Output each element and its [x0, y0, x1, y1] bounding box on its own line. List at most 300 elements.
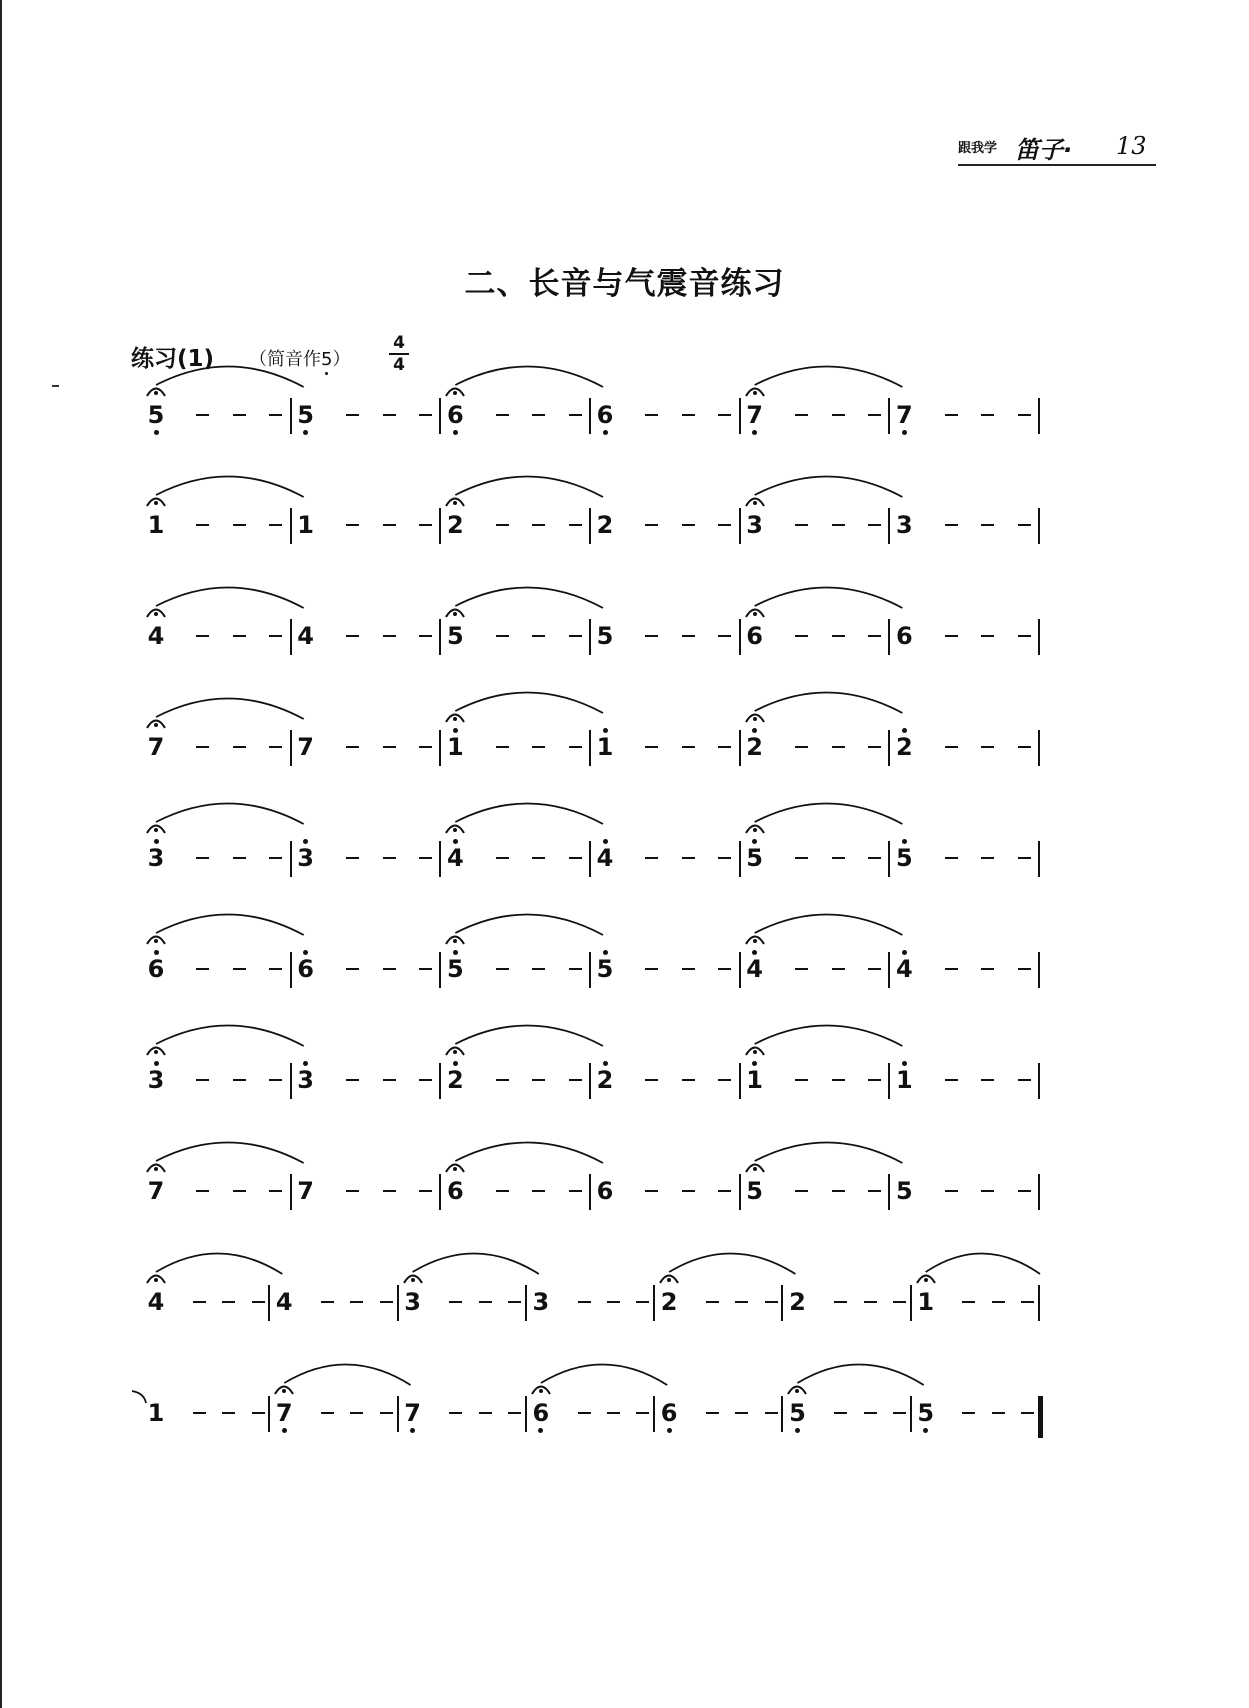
fermata-icon: [744, 1042, 766, 1056]
slur-layer: [0, 818, 1249, 928]
beat-dash: [832, 524, 845, 526]
octave-dot-above: [603, 839, 608, 844]
fermata-icon: [145, 604, 167, 618]
beat-dash: [607, 1301, 620, 1303]
beat-dash: [1021, 1412, 1034, 1414]
note-digit: 5: [446, 622, 464, 650]
beat-dash: [346, 524, 359, 526]
note-digit: 4: [147, 1288, 165, 1316]
beat-dash: [321, 1412, 334, 1414]
beat-dash: [496, 968, 509, 970]
beat-dash: [718, 857, 731, 859]
note-digit: 5: [446, 955, 464, 983]
fermata-icon: [444, 820, 466, 834]
beat-dash: [346, 746, 359, 748]
octave-dot-below: [667, 1428, 672, 1433]
score-system: [0, 1373, 1249, 1483]
beat-dash: [981, 414, 994, 416]
note-digit: 3: [404, 1288, 421, 1316]
beat-dash: [233, 857, 246, 859]
note-digit: 3: [532, 1288, 550, 1316]
beat-dash: [962, 1301, 975, 1303]
barline: [1038, 952, 1040, 988]
fermata-icon: [273, 1381, 295, 1395]
beat-dash: [981, 968, 994, 970]
note-digit: 7: [297, 1177, 314, 1205]
beat-dash: [981, 524, 994, 526]
note-digit: 5: [596, 622, 614, 650]
note-digit: 4: [275, 1288, 293, 1316]
beat-dash: [981, 1079, 994, 1081]
note-digit: 4: [297, 622, 314, 650]
beat-dash: [419, 1190, 432, 1192]
octave-dot-above: [603, 950, 608, 955]
beat-dash: [795, 635, 808, 637]
octave-dot-above: [154, 950, 159, 955]
note-digit: 2: [596, 1066, 614, 1094]
note-digit: 4: [895, 955, 913, 983]
beat-dash: [868, 1190, 881, 1192]
note-digit: 7: [895, 401, 913, 429]
slur-layer: [0, 707, 1249, 817]
slur-layer: [0, 1262, 1249, 1372]
note-digit: 6: [446, 401, 464, 429]
note-digit: 1: [147, 1399, 165, 1427]
octave-dot-above: [902, 950, 907, 955]
beat-dash: [1018, 1079, 1031, 1081]
beat-dash: [269, 524, 282, 526]
beat-dash: [380, 1412, 393, 1414]
beat-dash: [832, 414, 845, 416]
time-signature: [389, 333, 409, 375]
fermata-icon: [744, 383, 766, 397]
fermata-icon: [744, 709, 766, 723]
beat-dash: [346, 635, 359, 637]
beat-dash: [893, 1301, 906, 1303]
beat-dash: [1018, 857, 1031, 859]
beat-dash: [383, 968, 396, 970]
beat-dash: [196, 746, 209, 748]
beat-dash: [864, 1301, 877, 1303]
beat-dash: [682, 1079, 695, 1081]
beat-dash: [569, 1079, 582, 1081]
beat-dash: [350, 1301, 363, 1303]
slur-layer: [0, 485, 1249, 595]
note-digit: 2: [446, 511, 464, 539]
beat-dash: [832, 635, 845, 637]
note-digit: 5: [789, 1399, 806, 1427]
beat-dash: [868, 968, 881, 970]
fermata-icon: [444, 931, 466, 945]
beat-dash: [222, 1412, 235, 1414]
beat-dash: [233, 746, 246, 748]
fermata-icon: [744, 493, 766, 507]
beat-dash: [645, 524, 658, 526]
note-digit: 1: [895, 1066, 913, 1094]
exercise-label: 练习(1): [131, 346, 215, 372]
note-digit: 1: [147, 511, 165, 539]
beat-dash: [222, 1301, 235, 1303]
tie-slur: [455, 366, 603, 387]
beat-dash: [832, 968, 845, 970]
beat-dash: [196, 857, 209, 859]
note-digit: 3: [147, 844, 165, 872]
page-number: 13: [1116, 132, 1147, 160]
beat-dash: [682, 1190, 695, 1192]
key-note-indication: [249, 345, 350, 371]
beat-dash: [233, 1079, 246, 1081]
beat-dash: [269, 635, 282, 637]
fermata-icon: [915, 1270, 937, 1284]
note-digit: 2: [789, 1288, 806, 1316]
beat-dash: [645, 857, 658, 859]
beat-dash: [636, 1301, 649, 1303]
beat-dash: [636, 1412, 649, 1414]
note-digit: 3: [297, 844, 314, 872]
beat-dash: [252, 1412, 265, 1414]
beat-dash: [350, 1412, 363, 1414]
beat-dash: [1018, 524, 1031, 526]
beat-dash: [718, 635, 731, 637]
beat-dash: [718, 1190, 731, 1192]
octave-dot-above: [902, 728, 907, 733]
beat-dash: [419, 1079, 432, 1081]
beat-dash: [682, 414, 695, 416]
note-digit: 6: [596, 1177, 614, 1205]
fermata-icon: [444, 1042, 466, 1056]
beat-dash: [419, 635, 432, 637]
octave-dot-above: [453, 728, 458, 733]
octave-dot-above: [154, 839, 159, 844]
barline: [1038, 398, 1040, 434]
beat-dash: [795, 857, 808, 859]
fermata-icon: [145, 820, 167, 834]
beat-dash: [1018, 635, 1031, 637]
score-system: [0, 485, 1249, 595]
beat-dash: [196, 1190, 209, 1192]
beat-dash: [569, 414, 582, 416]
note-digit: 4: [147, 622, 165, 650]
fermata-icon: [145, 931, 167, 945]
beat-dash: [269, 1079, 282, 1081]
beat-dash: [981, 857, 994, 859]
score-system: [0, 1262, 1249, 1372]
note-digit: 1: [446, 733, 464, 761]
note-digit: 6: [532, 1399, 550, 1427]
beat-dash: [532, 414, 545, 416]
note-digit: 2: [660, 1288, 678, 1316]
beat-dash: [269, 414, 282, 416]
beat-dash: [832, 857, 845, 859]
beat-dash: [419, 968, 432, 970]
beat-dash: [945, 414, 958, 416]
beat-dash: [269, 968, 282, 970]
final-barline: [1038, 1396, 1043, 1438]
beat-dash: [795, 968, 808, 970]
header-series: 跟我学: [958, 141, 998, 156]
beat-dash: [569, 857, 582, 859]
beat-dash: [233, 524, 246, 526]
beat-dash: [532, 524, 545, 526]
octave-dot-below: [453, 430, 458, 435]
fermata-icon: [402, 1270, 424, 1284]
note-digit: 5: [895, 844, 913, 872]
note-digit: 5: [596, 955, 614, 983]
fermata-icon: [444, 604, 466, 618]
fermata-icon: [744, 1159, 766, 1173]
beat-dash: [868, 524, 881, 526]
beat-dash: [682, 524, 695, 526]
fermata-icon: [744, 820, 766, 834]
beat-dash: [383, 857, 396, 859]
note-digit: 6: [660, 1399, 678, 1427]
beat-dash: [346, 857, 359, 859]
barline: [1038, 1285, 1040, 1321]
score-system: [0, 818, 1249, 928]
fermata-icon: [145, 1159, 167, 1173]
score-system: [0, 596, 1249, 706]
beat-dash: [479, 1301, 492, 1303]
beat-dash: [196, 635, 209, 637]
beat-dash: [795, 414, 808, 416]
note-digit: 6: [895, 622, 913, 650]
beat-dash: [196, 968, 209, 970]
beat-dash: [1018, 746, 1031, 748]
fermata-icon: [444, 709, 466, 723]
beat-dash: [346, 968, 359, 970]
beat-dash: [981, 635, 994, 637]
section-title: 二、长音与气震音练习: [464, 266, 785, 302]
beat-dash: [419, 524, 432, 526]
beat-dash: [868, 635, 881, 637]
beat-dash: [893, 1412, 906, 1414]
beat-dash: [945, 968, 958, 970]
beat-dash: [945, 1079, 958, 1081]
note-digit: 3: [895, 511, 913, 539]
slur-layer: [0, 1151, 1249, 1261]
beat-dash: [868, 746, 881, 748]
octave-dot-above: [603, 1061, 608, 1066]
beat-dash: [346, 1079, 359, 1081]
beat-dash: [346, 1190, 359, 1192]
header-book-title: 笛子·: [1015, 136, 1073, 164]
beat-dash: [346, 414, 359, 416]
beat-dash: [981, 746, 994, 748]
beat-dash: [735, 1301, 748, 1303]
note-digit: 6: [446, 1177, 464, 1205]
beat-dash: [718, 524, 731, 526]
beat-dash: [645, 1190, 658, 1192]
beat-dash: [1021, 1301, 1034, 1303]
time-signature-denominator: 4: [393, 355, 405, 375]
octave-dot-below: [795, 1428, 800, 1433]
tie-slur: [755, 366, 903, 387]
beat-dash: [569, 746, 582, 748]
note-digit: 1: [297, 511, 314, 539]
beat-dash: [868, 857, 881, 859]
slur-layer: [0, 929, 1249, 1039]
beat-dash: [682, 857, 695, 859]
beat-dash: [380, 1301, 393, 1303]
beat-dash: [718, 414, 731, 416]
beat-dash: [196, 1079, 209, 1081]
beat-dash: [383, 524, 396, 526]
beat-dash: [196, 524, 209, 526]
fermata-icon: [444, 383, 466, 397]
beat-dash: [532, 746, 545, 748]
note-digit: 5: [147, 401, 165, 429]
octave-dot-above: [902, 839, 907, 844]
score-system: [0, 1040, 1249, 1150]
beat-dash: [383, 1079, 396, 1081]
beat-dash: [496, 857, 509, 859]
note-digit: 2: [446, 1066, 464, 1094]
beat-dash: [981, 1190, 994, 1192]
beat-dash: [718, 1079, 731, 1081]
note-digit: 4: [746, 955, 763, 983]
beat-dash: [682, 968, 695, 970]
beat-dash: [496, 635, 509, 637]
beat-dash: [193, 1301, 206, 1303]
octave-dot-above: [453, 950, 458, 955]
beat-dash: [532, 635, 545, 637]
beat-dash: [682, 746, 695, 748]
beat-dash: [795, 1190, 808, 1192]
beat-dash: [718, 968, 731, 970]
beat-dash: [419, 857, 432, 859]
score-system: [0, 375, 1249, 485]
beat-dash: [496, 414, 509, 416]
octave-dot-above: [154, 1061, 159, 1066]
octave-dot-below: [603, 430, 608, 435]
beat-dash: [706, 1301, 719, 1303]
note-digit: 6: [297, 955, 314, 983]
beat-dash: [607, 1412, 620, 1414]
beat-dash: [718, 746, 731, 748]
octave-dot-above: [603, 728, 608, 733]
beat-dash: [496, 746, 509, 748]
beat-dash: [269, 746, 282, 748]
fermata-icon: [530, 1381, 552, 1395]
beat-dash: [962, 1412, 975, 1414]
beat-dash: [508, 1412, 521, 1414]
beat-dash: [765, 1412, 778, 1414]
note-digit: 6: [596, 401, 614, 429]
note-digit: 3: [297, 1066, 314, 1094]
time-signature-numerator: 4: [389, 333, 409, 355]
beat-dash: [532, 857, 545, 859]
slur-layer: [0, 596, 1249, 706]
beat-dash: [992, 1412, 1005, 1414]
note-digit: 6: [746, 622, 763, 650]
beat-dash: [864, 1412, 877, 1414]
beat-dash: [1018, 414, 1031, 416]
beat-dash: [645, 414, 658, 416]
fermata-icon: [444, 493, 466, 507]
octave-dot-above: [453, 1061, 458, 1066]
beat-dash: [496, 1190, 509, 1192]
note-digit: 6: [147, 955, 165, 983]
beat-dash: [569, 524, 582, 526]
score-system: [0, 1151, 1249, 1261]
beat-dash: [945, 635, 958, 637]
note-digit: 3: [746, 511, 763, 539]
beat-dash: [795, 746, 808, 748]
beat-dash: [735, 1412, 748, 1414]
beat-dash: [233, 414, 246, 416]
beat-dash: [383, 746, 396, 748]
beat-dash: [832, 1190, 845, 1192]
beat-dash: [269, 857, 282, 859]
octave-dot-above: [453, 839, 458, 844]
beat-dash: [569, 635, 582, 637]
beat-dash: [479, 1412, 492, 1414]
beat-dash: [233, 1190, 246, 1192]
beat-dash: [449, 1301, 462, 1303]
note-digit: 7: [275, 1399, 293, 1427]
fermata-icon: [145, 1270, 167, 1284]
score-system: [0, 929, 1249, 1039]
note-digit: 7: [297, 733, 314, 761]
note-digit: 2: [895, 733, 913, 761]
beat-dash: [496, 524, 509, 526]
octave-dot-below: [154, 430, 159, 435]
note-digit: 7: [147, 1177, 165, 1205]
barline: [1038, 841, 1040, 877]
note-digit: 3: [147, 1066, 165, 1094]
note-digit: 5: [297, 401, 314, 429]
barline: [1038, 508, 1040, 544]
fermata-icon: [744, 931, 766, 945]
beat-dash: [419, 746, 432, 748]
note-digit: 7: [147, 733, 165, 761]
barline: [1038, 730, 1040, 766]
beat-dash: [1018, 968, 1031, 970]
beat-dash: [682, 635, 695, 637]
note-digit: 5: [746, 844, 763, 872]
beat-dash: [645, 635, 658, 637]
beat-dash: [645, 968, 658, 970]
fermata-icon: [145, 493, 167, 507]
note-digit: 1: [746, 1066, 763, 1094]
beat-dash: [233, 635, 246, 637]
fermata-icon: [145, 715, 167, 729]
score-system: [0, 707, 1249, 817]
key-note: 5: [321, 349, 333, 370]
beat-dash: [765, 1301, 778, 1303]
beat-dash: [532, 1079, 545, 1081]
octave-dot-below: [902, 430, 907, 435]
beat-dash: [383, 414, 396, 416]
beat-dash: [449, 1412, 462, 1414]
note-digit: 2: [746, 733, 763, 761]
octave-dot-above: [902, 1061, 907, 1066]
key-prefix: （简音作: [249, 349, 321, 370]
barline: [1038, 1063, 1040, 1099]
beat-dash: [645, 746, 658, 748]
note-digit: 1: [917, 1288, 935, 1316]
beat-dash: [578, 1301, 591, 1303]
beat-dash: [945, 524, 958, 526]
beat-dash: [578, 1412, 591, 1414]
slur-layer: [0, 375, 1249, 485]
beat-dash: [795, 524, 808, 526]
beat-dash: [832, 746, 845, 748]
beat-dash: [945, 746, 958, 748]
slur-layer: [0, 1040, 1249, 1150]
fermata-icon: [444, 1159, 466, 1173]
beat-dash: [569, 1190, 582, 1192]
